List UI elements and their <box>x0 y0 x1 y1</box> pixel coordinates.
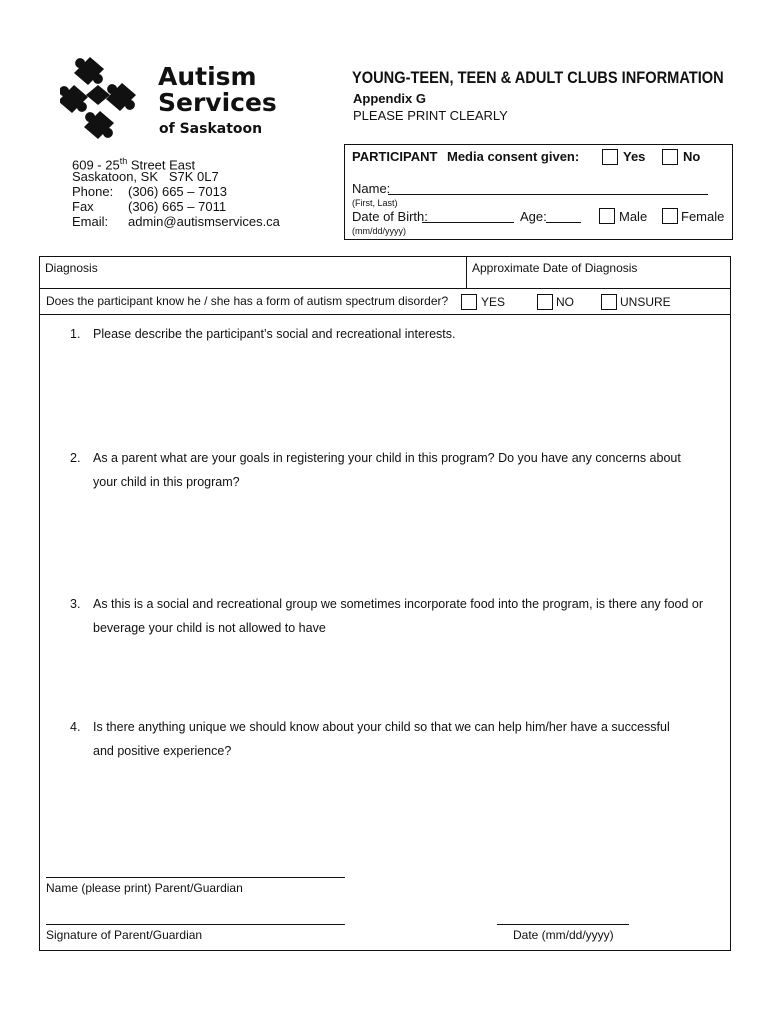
participant-heading: PARTICIPANT <box>352 149 438 164</box>
dob-field[interactable] <box>422 222 514 223</box>
guardian-signature-label: Signature of Parent/Guardian <box>46 928 203 942</box>
signature-date-field[interactable] <box>497 924 629 925</box>
diagnosis-row-divider <box>39 288 730 289</box>
logo-text-of-saskatoon: of Saskatoon <box>159 121 263 137</box>
male-checkbox[interactable] <box>599 208 615 224</box>
guardian-name-label: Name (please print) Parent/Guardian <box>46 881 243 895</box>
guardian-signature-field[interactable] <box>46 924 345 925</box>
media-consent-label: Media consent given: <box>447 149 580 164</box>
asd-unsure-label: UNSURE <box>620 295 671 309</box>
dob-label: Date of Birth: <box>352 209 428 224</box>
asd-yes-label: YES <box>481 295 506 309</box>
appendix-label: Appendix G <box>353 91 426 106</box>
media-consent-no-label: No <box>683 149 701 164</box>
media-consent-yes-label: Yes <box>623 149 646 164</box>
asd-unsure-checkbox[interactable] <box>601 294 617 310</box>
name-field[interactable] <box>388 194 708 195</box>
media-consent-yes-checkbox[interactable] <box>602 149 618 165</box>
age-label: Age: <box>520 209 547 224</box>
dob-hint: (mm/dd/yyyy) <box>352 226 406 236</box>
logo-text-autism: Autism <box>158 62 257 91</box>
name-hint: (First, Last) <box>352 198 398 208</box>
print-instruction: PLEASE PRINT CLEARLY <box>353 108 508 123</box>
asd-awareness-question: Does the participant know he / she has a form of autism spectrum disorder? <box>46 294 449 308</box>
address-phone: Phone: (306) 665 – 7013 <box>72 184 228 199</box>
male-label: Male <box>619 209 648 224</box>
asd-yes-checkbox[interactable] <box>461 294 477 310</box>
asd-no-label: NO <box>556 295 574 309</box>
asd-no-checkbox[interactable] <box>537 294 553 310</box>
address-email: Email: admin@autismservices.ca <box>72 214 280 229</box>
diagnosis-date-label: Approximate Date of Diagnosis <box>472 261 638 275</box>
puzzle-logo-icon <box>60 55 160 145</box>
logo-text-services: Services <box>158 88 277 117</box>
diagnosis-label: Diagnosis <box>45 261 98 275</box>
media-consent-no-checkbox[interactable] <box>662 149 678 165</box>
address-fax: Fax (306) 665 – 7011 <box>72 199 227 214</box>
age-field[interactable] <box>546 222 581 223</box>
address-street: 609 - 25th Street East <box>72 156 196 173</box>
name-label: Name: <box>352 181 391 196</box>
diagnosis-vertical-divider <box>466 256 467 288</box>
guardian-name-field[interactable] <box>46 877 345 878</box>
female-checkbox[interactable] <box>662 208 678 224</box>
signature-date-label: Date (mm/dd/yyyy) <box>513 928 614 942</box>
page-title: YOUNG-TEEN, TEEN & ADULT CLUBS INFORMATION <box>352 68 724 87</box>
question-row-divider <box>39 314 730 315</box>
female-label: Female <box>681 209 725 224</box>
address-city: Saskatoon, SK S7K 0L7 <box>72 169 219 184</box>
